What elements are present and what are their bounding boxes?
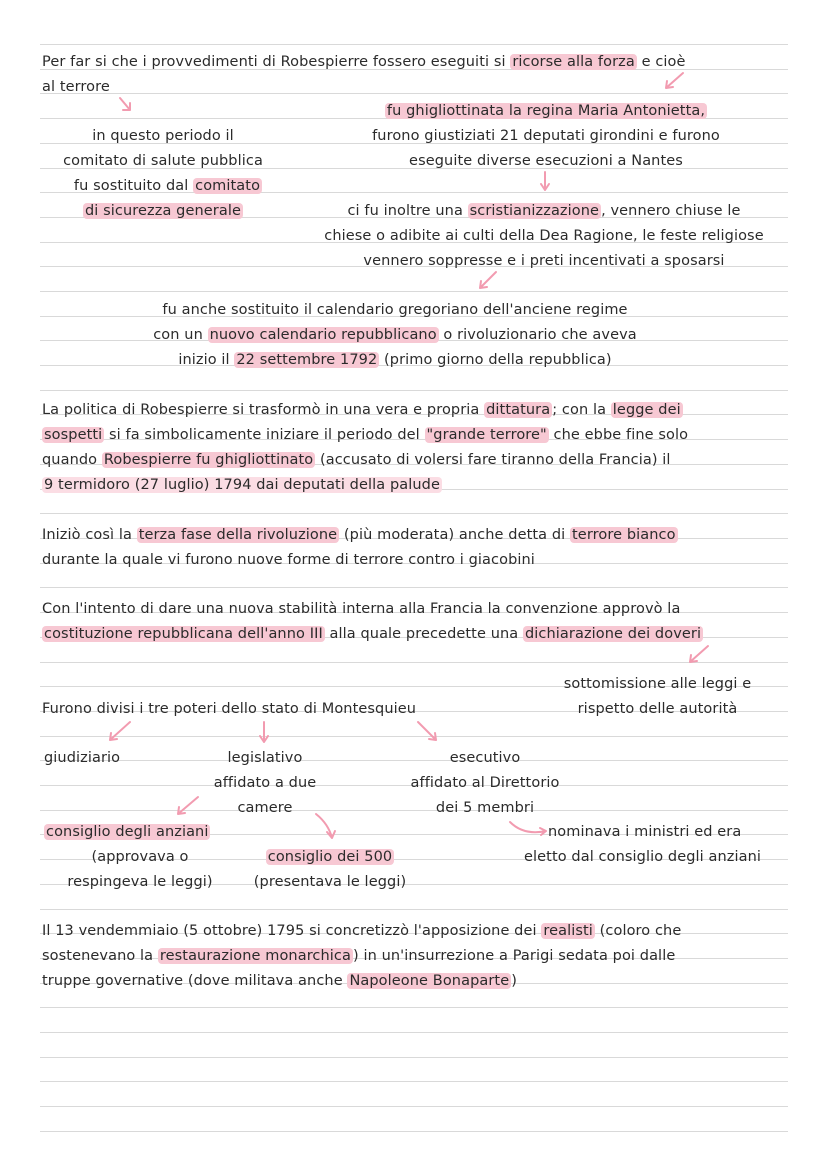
text: Iniziò così la bbox=[42, 527, 137, 543]
power-esecutivo: esecutivo bbox=[449, 750, 521, 766]
text: ; con la bbox=[552, 402, 611, 418]
right-block-line-2: furono giustiziati 21 deputati girondini e furono bbox=[372, 128, 720, 144]
text: Il 13 vendemmiaio (5 ottobre) 1795 si concretizzò l'apposizione dei bbox=[42, 923, 542, 939]
left-block-line-1: in questo periodo il bbox=[92, 128, 234, 144]
left-block-line-2: comitato di salute pubblica bbox=[63, 153, 263, 169]
highlight: dichiarazione dei doveri bbox=[524, 626, 702, 642]
text: (più moderata) anche detta di bbox=[339, 527, 571, 543]
highlight: restaurazione monarchica bbox=[159, 948, 351, 964]
arrow-doveri-down bbox=[690, 646, 708, 662]
arrow-calendar-down bbox=[480, 272, 496, 288]
highlight: "grande terrore" bbox=[426, 427, 547, 443]
duties-line-2: rispetto delle autorità bbox=[577, 701, 738, 717]
text: (coloro che bbox=[594, 923, 682, 939]
text: (accusato di volersi fare tiranno della Francia) il bbox=[315, 452, 671, 468]
calendar-line-1: fu anche sostituito il calendario gregoriano dell'anciene regime bbox=[162, 302, 628, 318]
highlight: Robespierre fu ghigliottinato bbox=[103, 452, 314, 468]
highlight: legge dei bbox=[612, 402, 681, 418]
text: o rivoluzionario che aveva bbox=[438, 327, 637, 343]
text: La politica di Robespierre si trasformò in una vera e propria bbox=[42, 402, 485, 418]
arrow-legislativo bbox=[260, 722, 268, 742]
scrist-line-2: chiese o adibite ai culti della Dea Ragione, le feste religiose bbox=[324, 228, 764, 244]
highlight: consiglio dei 500 bbox=[267, 849, 393, 865]
arrow-direttorio bbox=[510, 822, 546, 835]
highlight: 9 termidoro (27 luglio) 1794 dai deputati della palude bbox=[44, 477, 440, 493]
direttorio-desc-2: eletto dal consiglio degli anziani bbox=[524, 849, 762, 865]
highlight: Napoleone Bonaparte bbox=[349, 973, 510, 989]
power-esecutivo-desc-1: affidato al Direttorio bbox=[410, 775, 560, 791]
right-block-line-3: eseguite diverse esecuzioni a Nantes bbox=[409, 153, 683, 169]
highlight: sospetti bbox=[44, 427, 103, 443]
arrow-anziani bbox=[178, 797, 198, 814]
consiglio-500-desc: (presentava le leggi) bbox=[253, 874, 407, 890]
power-legislativo-desc-1: affidato a due bbox=[213, 775, 317, 791]
text: con un bbox=[153, 327, 208, 343]
arrow-forza-right bbox=[666, 73, 683, 88]
highlight: fu ghigliottinata la regina Maria Antonietta, bbox=[386, 103, 706, 119]
highlight: consiglio degli anziani bbox=[46, 824, 209, 840]
duties-line-1: sottomissione alle leggi e bbox=[563, 676, 752, 692]
arrow-giudiziario bbox=[110, 722, 130, 740]
arrow-terrore-left bbox=[120, 98, 130, 110]
text: quando bbox=[42, 452, 102, 468]
text: (primo giorno della repubblica) bbox=[379, 352, 612, 368]
text: ) bbox=[511, 973, 518, 989]
consiglio-anziani-desc-1: (approvava o bbox=[91, 849, 189, 865]
power-legislativo-desc-2: camere bbox=[237, 800, 293, 816]
highlight: dittatura bbox=[486, 402, 551, 418]
scrist-line-3: vennero soppresse e i preti incentivati a sposarsi bbox=[363, 253, 725, 269]
highlight: terrore bianco bbox=[572, 527, 676, 543]
highlight: di sicurezza generale bbox=[85, 203, 241, 219]
text: Per far si che i provvedimenti di Robespierre fossero eseguiti si bbox=[42, 54, 511, 70]
third-line-2: durante la quale vi furono nuove forme di terrore contro i giacobini bbox=[42, 552, 535, 568]
highlight: realisti bbox=[543, 923, 593, 939]
text: e cioè bbox=[636, 54, 686, 70]
text: , vennero chiuse le bbox=[601, 203, 741, 219]
text: ) in un'insurrezione a Parigi sedata poi dalle bbox=[352, 948, 676, 964]
power-giudiziario: giudiziario bbox=[44, 750, 121, 766]
highlight: scristianizzazione bbox=[469, 203, 600, 219]
highlight: 22 settembre 1792 bbox=[236, 352, 378, 368]
powers-intro: Furono divisi i tre poteri dello stato di Montesquieu bbox=[42, 701, 417, 717]
text: che ebbe fine solo bbox=[548, 427, 689, 443]
text: ci fu inoltre una bbox=[347, 203, 468, 219]
highlight: ricorse alla forza bbox=[512, 54, 635, 70]
highlight: costituzione repubblicana dell'anno III bbox=[44, 626, 323, 642]
arrow-500 bbox=[316, 814, 335, 838]
arrow-esecutivo bbox=[418, 722, 436, 740]
highlight: comitato bbox=[195, 178, 261, 194]
power-esecutivo-desc-2: dei 5 membri bbox=[435, 800, 535, 816]
consiglio-anziani-desc-2: respingeva le leggi) bbox=[67, 874, 213, 890]
text: fu sostituito dal bbox=[73, 178, 194, 194]
arrow-nantes-down bbox=[541, 172, 549, 190]
direttorio-desc-1: nominava i ministri ed era bbox=[548, 824, 742, 840]
power-legislativo: legislativo bbox=[227, 750, 303, 766]
text: truppe governative (dove militava anche bbox=[42, 973, 348, 989]
text: sostenevano la bbox=[42, 948, 158, 964]
highlight: nuovo calendario repubblicano bbox=[209, 327, 437, 343]
text: si fa simbolicamente iniziare il periodo del bbox=[104, 427, 425, 443]
highlight: terza fase della rivoluzione bbox=[138, 527, 338, 543]
intro-line-2: al terrore bbox=[42, 79, 110, 95]
text: inizio il bbox=[178, 352, 235, 368]
const-line-1: Con l'intento di dare una nuova stabilità interna alla Francia la convenzione approvò la bbox=[42, 601, 681, 617]
text: alla quale precedette una bbox=[324, 626, 523, 642]
